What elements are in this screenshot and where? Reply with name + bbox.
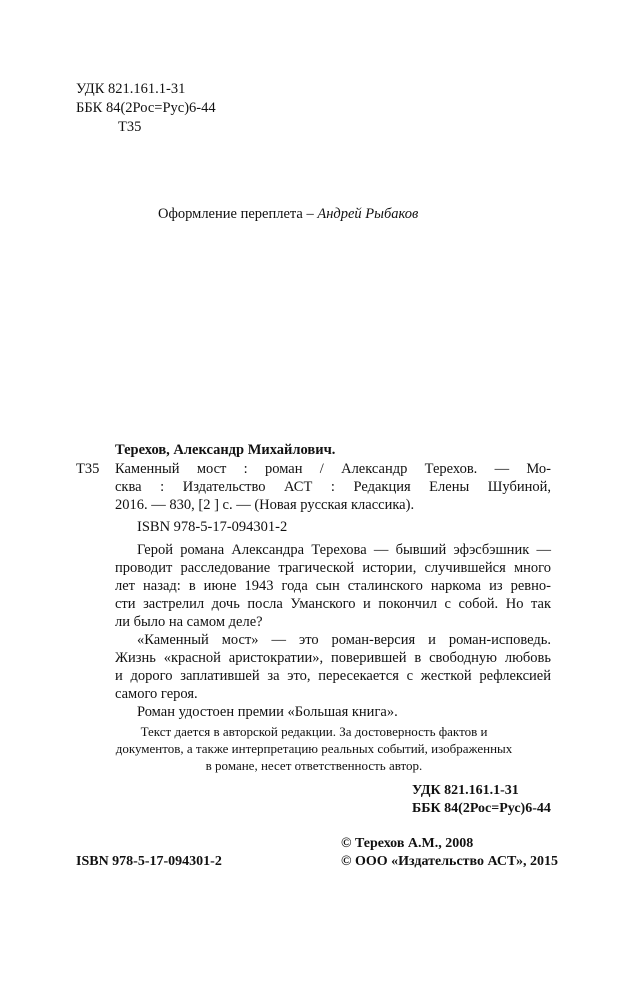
annotation-line: проводит расследование трагической истории, случившейся много (115, 560, 551, 576)
annotation-line: и дорого заплатившей за это, пересекается с жесткой рефлексией (115, 668, 551, 684)
annotation (115, 541, 551, 721)
annotation-line: самого героя. (115, 686, 198, 702)
cover-design-credit (158, 205, 418, 223)
author-mark-top: Т35 (118, 119, 142, 135)
copyright-publisher: © ООО «Издательство АСТ», 2015 (341, 854, 559, 869)
cover-designer-name: Андрей Рыбаков (317, 206, 419, 222)
cover-design-label: Оформление переплета – (158, 206, 314, 222)
footer-isbn: ISBN 978-5-17-094301-2 (76, 854, 222, 869)
annotation-line: ли было на самом деле? (115, 614, 263, 630)
annotation-line: лет назад: в июне 1943 года сын сталинского наркома из ревно- (115, 578, 551, 594)
annotation-line: Роман удостоен премии «Большая книга». (137, 704, 398, 720)
disclaimer (76, 723, 552, 774)
bib-isbn: ISBN 978-5-17-094301-2 (137, 519, 288, 535)
udk-top: УДК 821.161.1-31 (76, 81, 186, 97)
bib-line: Каменный мост : роман / Александр Терехов. — Мо- (115, 461, 551, 477)
disclaimer-line: документов, а также интерпретацию реальных событий, изображенных (115, 741, 513, 756)
bib-line: 2016. — 830, [2 ] с. — (Новая русская классика). (115, 497, 415, 513)
bib-line: сква : Издательство АСТ : Редакция Елены Шубиной, (115, 479, 551, 495)
disclaimer-line: в романе, несет ответственность автор. (205, 758, 423, 773)
udk-bottom: УДК 821.161.1-31 (412, 783, 519, 798)
annotation-line: сти застрелил дочь посла Уманского и покончил с собой. Но так (115, 596, 551, 612)
annotation-line: Жизнь «красной аристократии», поверившей в свободную любовь (115, 650, 551, 666)
annotation-line: «Каменный мост» — это роман-версия и роман-исповедь. (137, 632, 551, 648)
disclaimer-line: Текст дается в авторской редакции. За достоверность фактов и (140, 724, 488, 739)
author-heading: Терехов, Александр Михайлович. (115, 442, 336, 458)
bib-mark: Т35 (76, 461, 100, 477)
annotation-line: Герой романа Александра Терехова — бывший эфэсбэшник — (137, 542, 551, 558)
copyright-author: © Терехов А.М., 2008 (341, 836, 474, 851)
bbk-bottom: ББК 84(2Рос=Рус)6-44 (412, 801, 551, 816)
bbk-top: ББК 84(2Рос=Рус)6-44 (76, 100, 216, 116)
bib-description (115, 460, 551, 514)
